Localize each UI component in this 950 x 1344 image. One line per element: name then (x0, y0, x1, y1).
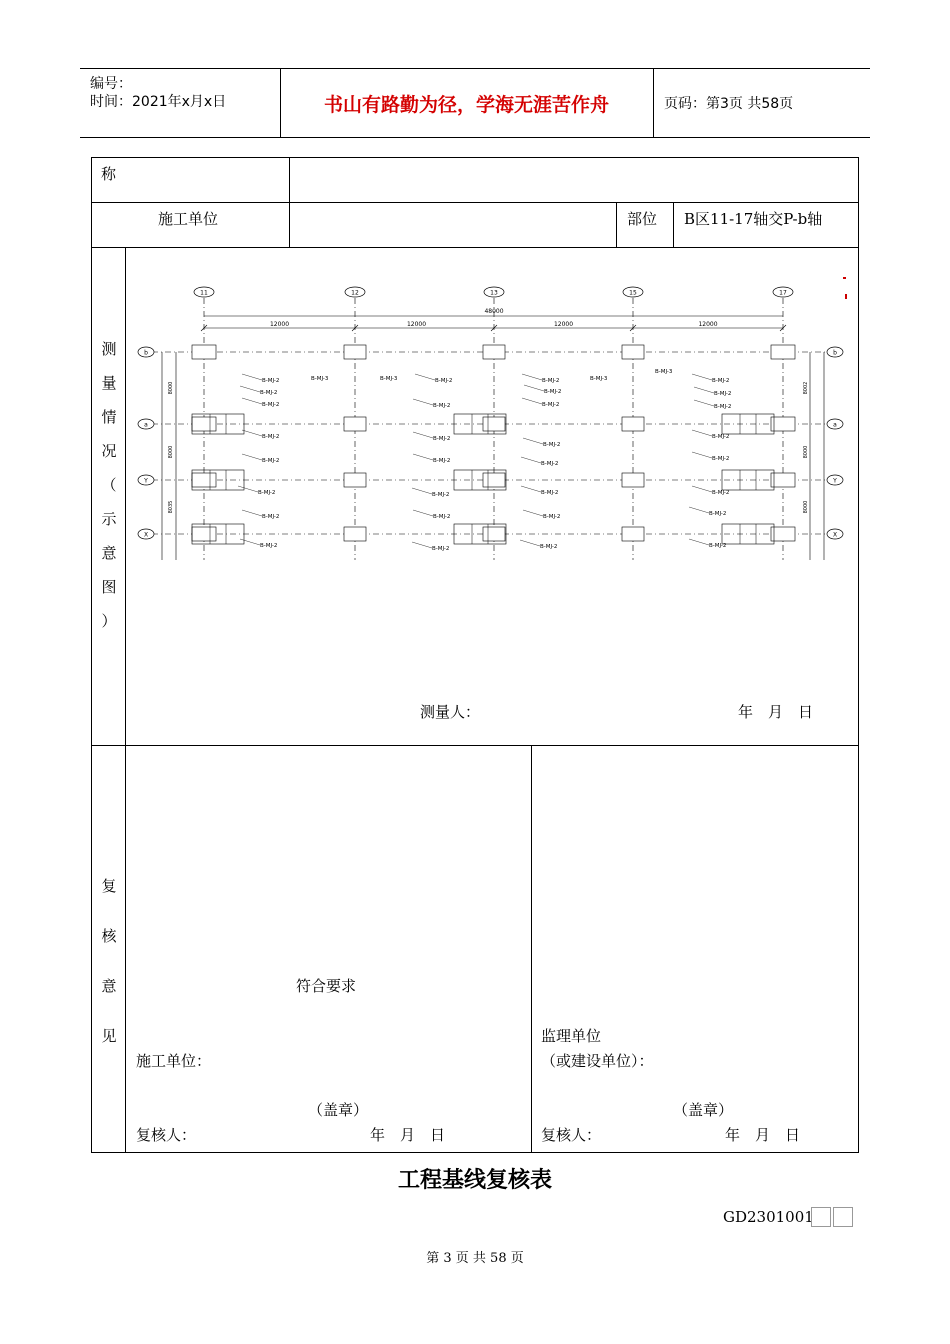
beam-label-alt: B-MJ-3 (380, 376, 398, 382)
beam-label-alt: B-MJ-3 (590, 376, 608, 382)
axis-label-left: Y (144, 477, 148, 485)
beam-label: B-MJ-2 (714, 391, 732, 397)
column-box (344, 345, 366, 359)
left-unit-label: 施工单位： (136, 1052, 212, 1070)
beam-label: B-MJ-2 (709, 543, 727, 549)
column-box (771, 527, 795, 541)
beam-label: B-MJ-2 (709, 511, 727, 517)
axis-label-top: 12 (351, 289, 359, 297)
beam-leader (238, 486, 258, 492)
beam-leader (521, 486, 541, 492)
beam-leader (242, 398, 262, 404)
beam-leader (689, 539, 709, 545)
number-label: 编号： (90, 76, 132, 92)
axis-label-top: 15 (629, 289, 637, 297)
beam-leader (415, 374, 435, 380)
span-dim-label: 12000 (698, 321, 718, 328)
beam-label: B-MJ-2 (712, 456, 730, 462)
column-box (192, 417, 216, 431)
beam-label: B-MJ-2 (542, 378, 560, 384)
column-box (192, 473, 216, 487)
axis-label-right: Y (833, 477, 837, 485)
beam-label: B-MJ-2 (433, 436, 451, 442)
footer-page-text: 第 3 页 共 58 页 (426, 1251, 524, 1266)
column-box (771, 417, 795, 431)
beam-leader (522, 398, 542, 404)
form-code: GD2301001 (723, 1208, 814, 1226)
beam-leader (523, 438, 543, 444)
axis-label-right: X (832, 531, 838, 539)
axis-label-right: b (833, 349, 837, 357)
name-label: 称 (101, 165, 117, 183)
location-label: 部位 (627, 210, 658, 228)
right-seal-label: （盖章） (673, 1101, 734, 1119)
beam-leader (692, 374, 712, 380)
column-box (622, 417, 644, 431)
beam-leader (692, 486, 712, 492)
right-reviewer-label: 复核人： (541, 1126, 602, 1144)
beam-leader (694, 387, 714, 393)
beam-label: B-MJ-2 (262, 434, 280, 440)
location-value: B区11-17轴交P-b轴 (684, 210, 823, 228)
axis-label-left: a (144, 421, 148, 429)
beam-leader (521, 457, 541, 463)
right-unit-label-1: 监理单位 (541, 1027, 602, 1045)
column-box (344, 473, 366, 487)
left-reviewer-label: 复核人： (136, 1126, 197, 1144)
construction-unit-label: 施工单位 (158, 210, 219, 228)
right-unit-label-2: （或建设单位）： (541, 1052, 654, 1070)
axis-label-right: a (833, 421, 837, 429)
beam-label: B-MJ-2 (260, 543, 278, 549)
left-dim-label: 8000 (168, 381, 174, 395)
column-box (483, 527, 505, 541)
code-box-2 (833, 1207, 853, 1227)
beam-label: B-MJ-2 (541, 461, 559, 467)
left-date-label: 年 月 日 (370, 1126, 446, 1144)
right-date-label: 年 月 日 (725, 1126, 801, 1144)
beam-label: B-MJ-2 (432, 546, 450, 552)
column-box (344, 417, 366, 431)
beam-leader (412, 542, 432, 548)
beam-leader (520, 540, 540, 546)
column-box (192, 345, 216, 359)
axis-label-top: 13 (490, 289, 498, 297)
axis-label-left: b (144, 349, 148, 357)
beam-leader (242, 454, 262, 460)
beam-label: B-MJ-2 (262, 378, 280, 384)
beam-label: B-MJ-2 (712, 378, 730, 384)
beam-label: B-MJ-2 (432, 492, 450, 498)
beam-leader (240, 386, 260, 392)
left-dim-label: 8000 (168, 445, 174, 459)
span-dim-label: 12000 (553, 321, 574, 328)
right-dim-label: 8002 (803, 381, 809, 395)
beam-label: B-MJ-2 (433, 458, 451, 464)
beam-label: B-MJ-2 (541, 490, 559, 496)
beam-leader (522, 374, 542, 380)
code-box-1 (811, 1207, 831, 1227)
beam-label-alt: B-MJ-3 (655, 369, 673, 375)
beam-label-alt: B-MJ-3 (311, 376, 329, 382)
column-box (483, 417, 505, 431)
left-dim-label: 8035 (168, 500, 174, 514)
beam-leader (242, 430, 262, 436)
beam-leader (242, 374, 262, 380)
beam-label: B-MJ-2 (433, 514, 451, 520)
column-box (483, 345, 505, 359)
column-box (622, 345, 644, 359)
beam-leader (692, 452, 712, 458)
beam-leader (689, 507, 709, 513)
right-dim-label: 8000 (803, 500, 809, 514)
beam-leader (242, 510, 262, 516)
beam-label: B-MJ-2 (543, 442, 561, 448)
beam-label: B-MJ-2 (435, 378, 453, 384)
beam-label: B-MJ-2 (540, 544, 558, 550)
beam-label: B-MJ-2 (262, 514, 280, 520)
beam-leader (413, 510, 433, 516)
beam-label: B-MJ-2 (260, 390, 278, 396)
beam-label: B-MJ-2 (714, 404, 732, 410)
column-box (192, 527, 216, 541)
beam-label: B-MJ-2 (542, 402, 560, 408)
axis-label-left: X (143, 531, 149, 539)
axis-label-top: 17 (779, 289, 787, 297)
beam-leader (523, 510, 543, 516)
red-mark (843, 277, 846, 279)
header-motto: 书山有路勤为径，学海无涯苦作舟 (323, 93, 609, 116)
column-box (771, 473, 795, 487)
beam-leader (694, 400, 714, 406)
time-label: 时间：2021年x月x日 (90, 94, 227, 110)
column-box (622, 527, 644, 541)
beam-leader (413, 399, 433, 405)
column-box (483, 473, 505, 487)
beam-label: B-MJ-2 (258, 490, 276, 496)
form-title: 工程基线复核表 (397, 1168, 552, 1193)
right-dim-label: 8000 (803, 445, 809, 459)
red-mark (845, 294, 847, 299)
span-dim-label: 12000 (406, 321, 427, 328)
beam-label: B-MJ-2 (712, 434, 730, 440)
beam-label: B-MJ-2 (543, 514, 561, 520)
beam-leader (692, 430, 712, 436)
beam-leader (524, 385, 544, 391)
beam-label: B-MJ-2 (544, 389, 562, 395)
beam-label: B-MJ-2 (262, 402, 280, 408)
beam-label: B-MJ-2 (712, 490, 730, 496)
axis-label-top: 11 (200, 289, 208, 297)
header-page-label: 页码：第3页 共58页 (664, 96, 794, 112)
beam-leader (412, 488, 432, 494)
beam-leader (413, 432, 433, 438)
column-box (771, 345, 795, 359)
left-seal-label: （盖章） (308, 1101, 369, 1119)
survey-date-label: 年 月 日 (738, 703, 814, 721)
total-dim-label: 48000 (484, 308, 504, 315)
column-box (344, 527, 366, 541)
conclusion-text: 符合要求 (296, 977, 357, 995)
surveyor-label: 测量人： (420, 703, 481, 721)
beam-label: B-MJ-2 (433, 403, 451, 409)
beam-label: B-MJ-2 (262, 458, 280, 464)
span-dim-label: 12000 (269, 321, 290, 328)
beam-leader (413, 454, 433, 460)
column-box (622, 473, 644, 487)
